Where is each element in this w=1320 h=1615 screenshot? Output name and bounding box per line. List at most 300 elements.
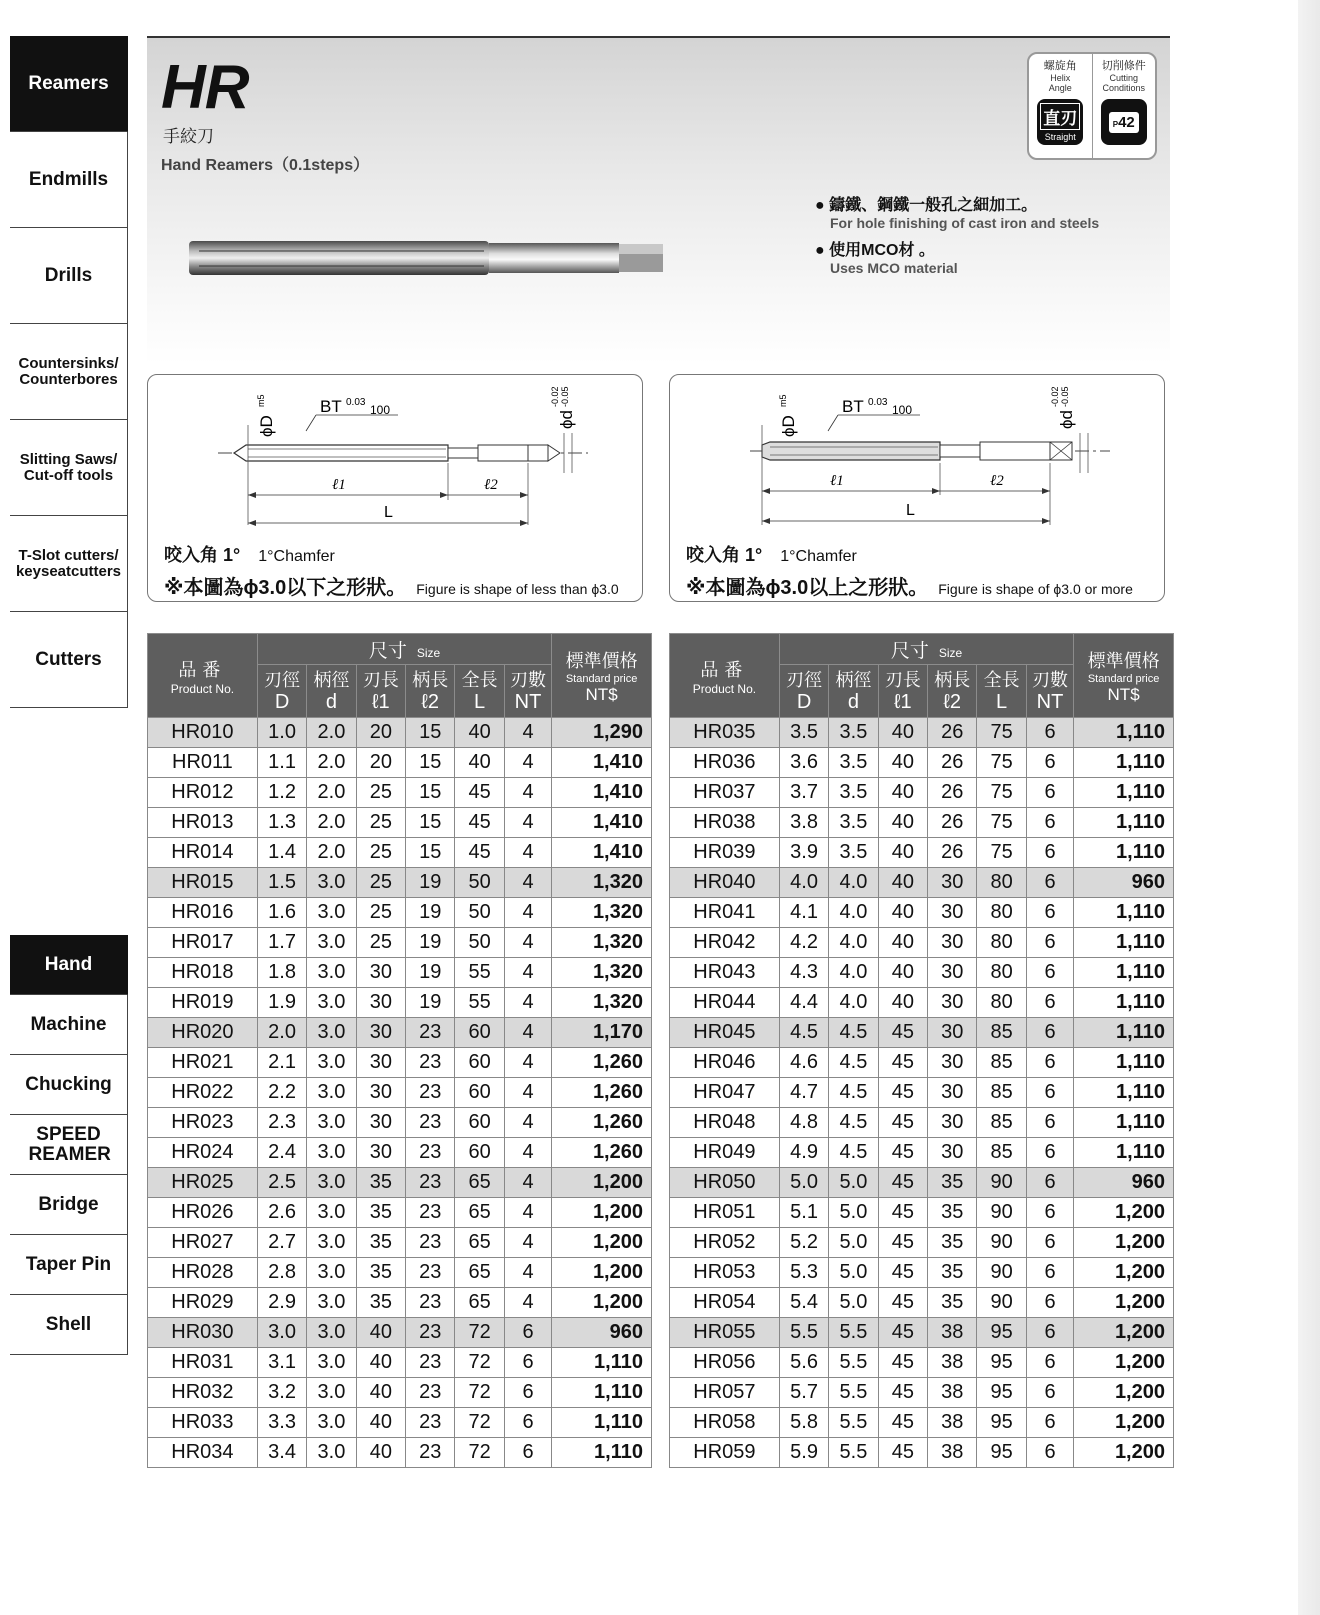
table-row xyxy=(670,1018,1174,1048)
sidebar-label: Countersinks/ Counterbores xyxy=(18,354,119,388)
table-cell: 3.0 xyxy=(307,1228,356,1258)
table-cell: 5.7 xyxy=(779,1378,828,1408)
table-cell: HR051 xyxy=(670,1198,780,1228)
table-cell: 5.6 xyxy=(779,1348,828,1378)
table-cell: 90 xyxy=(977,1228,1026,1258)
table-cell: 40 xyxy=(878,718,927,748)
table-cell: 23 xyxy=(406,1198,455,1228)
table-cell: 4.5 xyxy=(829,1078,878,1108)
table-cell: HR059 xyxy=(670,1438,780,1468)
table-cell: 1,110 xyxy=(1074,928,1174,958)
header-text: 品番 xyxy=(700,659,749,680)
table-cell: 2.1 xyxy=(257,1048,306,1078)
table-cell: HR050 xyxy=(670,1168,780,1198)
table-cell: HR043 xyxy=(670,958,780,988)
dimension-figure-large xyxy=(669,374,1165,602)
header-text: D xyxy=(796,691,812,713)
table-cell: 30 xyxy=(928,1108,977,1138)
bt-denominator: 100 xyxy=(370,403,391,417)
diameter-D-tolerance: m5 xyxy=(778,394,788,407)
table-cell: 1,110 xyxy=(1074,838,1174,868)
table-cell: 4.5 xyxy=(829,1138,878,1168)
table-cell: 30 xyxy=(928,868,977,898)
table-row xyxy=(148,1048,652,1078)
table-cell: 25 xyxy=(356,808,405,838)
table-cell: 23 xyxy=(406,1078,455,1108)
table-cell: 72 xyxy=(455,1378,504,1408)
table-cell: 3.0 xyxy=(307,1108,356,1138)
table-cell: 3.1 xyxy=(257,1348,306,1378)
header-price xyxy=(1074,634,1174,718)
table-cell: 3.6 xyxy=(779,748,828,778)
table-cell: 45 xyxy=(455,808,504,838)
table-cell: 19 xyxy=(406,958,455,988)
header-text: Size xyxy=(938,645,963,660)
table-row xyxy=(670,1228,1174,1258)
table-cell: 30 xyxy=(928,1048,977,1078)
table-cell: 72 xyxy=(455,1438,504,1468)
table-row xyxy=(670,1318,1174,1348)
table-cell: 1,110 xyxy=(1074,1048,1174,1078)
table-cell: 6 xyxy=(1026,1108,1073,1138)
table-cell: 6 xyxy=(1026,748,1073,778)
table-cell: 1,110 xyxy=(1074,1078,1174,1108)
header-text: 刃長 xyxy=(362,670,399,690)
helix-angle-badge xyxy=(1029,54,1092,158)
table-cell: 1,320 xyxy=(552,928,652,958)
table-cell: HR017 xyxy=(148,928,258,958)
table-cell: 40 xyxy=(356,1348,405,1378)
table-cell: 4.5 xyxy=(829,1108,878,1138)
table-cell: 1,110 xyxy=(1074,808,1174,838)
table-cell: 3.0 xyxy=(307,928,356,958)
table-row xyxy=(148,1018,652,1048)
table-cell: HR048 xyxy=(670,1108,780,1138)
sidebar-label: Cutters xyxy=(35,648,102,670)
spec-table-right xyxy=(669,633,1174,1468)
table-cell: 4 xyxy=(504,1288,551,1318)
table-cell: 40 xyxy=(455,748,504,778)
header-text: NT$ xyxy=(585,684,618,704)
header-text: Standard price xyxy=(565,672,638,685)
table-cell: HR028 xyxy=(148,1258,258,1288)
table-row xyxy=(148,988,652,1018)
table-cell: 4 xyxy=(504,1138,551,1168)
table-cell: 4.0 xyxy=(829,928,878,958)
table-cell: 3.2 xyxy=(257,1378,306,1408)
table-row xyxy=(670,838,1174,868)
table-cell: HR044 xyxy=(670,988,780,1018)
table-cell: 2.0 xyxy=(307,778,356,808)
header-col xyxy=(829,665,878,718)
header-text: 標準價格 xyxy=(565,650,638,671)
l1-label: ℓ1 xyxy=(830,473,844,489)
table-cell: 3.0 xyxy=(257,1318,306,1348)
table-cell: 4.6 xyxy=(779,1048,828,1078)
table-row xyxy=(148,778,652,808)
table-cell: 6 xyxy=(504,1438,551,1468)
table-cell: 6 xyxy=(1026,1048,1073,1078)
header-text: NT$ xyxy=(1107,684,1140,704)
table-cell: 2.0 xyxy=(307,808,356,838)
table-cell: 5.5 xyxy=(829,1318,878,1348)
table-cell: 26 xyxy=(928,838,977,868)
header-text: d xyxy=(847,691,859,713)
header-text: L xyxy=(474,691,486,713)
table-cell: 30 xyxy=(356,1018,405,1048)
sidebar-item-taper-pin[interactable] xyxy=(10,1235,128,1295)
header-text: ℓ2 xyxy=(421,691,440,713)
header-col xyxy=(406,665,455,718)
table-cell: 960 xyxy=(1074,1168,1174,1198)
table-cell: 4.5 xyxy=(779,1018,828,1048)
sidebar-item-drills[interactable] xyxy=(10,228,128,324)
table-cell: 95 xyxy=(977,1348,1026,1378)
table-cell: 15 xyxy=(406,718,455,748)
feature-text-cn: 使用MCO材 。 xyxy=(829,242,935,259)
table-cell: 6 xyxy=(504,1408,551,1438)
table-cell: 95 xyxy=(977,1318,1026,1348)
table-cell: 75 xyxy=(977,808,1026,838)
sidebar-item-hand[interactable] xyxy=(10,935,128,995)
table-cell: 23 xyxy=(406,1258,455,1288)
table-cell: 1,410 xyxy=(552,838,652,868)
table-row xyxy=(670,898,1174,928)
header-text: 尺寸 xyxy=(368,640,407,662)
bt-tolerance: 0.03 xyxy=(868,397,888,408)
table-cell: 30 xyxy=(928,898,977,928)
table-cell: 5.0 xyxy=(829,1288,878,1318)
table-cell: 80 xyxy=(977,868,1026,898)
table-cell: 38 xyxy=(928,1348,977,1378)
table-cell: HR023 xyxy=(148,1108,258,1138)
table-cell: 3.0 xyxy=(307,1198,356,1228)
table-cell: 38 xyxy=(928,1318,977,1348)
table-cell: 6 xyxy=(1026,928,1073,958)
table-cell: 25 xyxy=(356,838,405,868)
table-cell: 3.5 xyxy=(829,748,878,778)
header-text: L xyxy=(996,691,1008,713)
spec-badge xyxy=(1027,52,1157,160)
page-reference-icon[interactable] xyxy=(1101,99,1147,145)
table-cell: 1,110 xyxy=(552,1438,652,1468)
table-cell: 19 xyxy=(406,928,455,958)
table-cell: HR053 xyxy=(670,1258,780,1288)
table-cell: HR035 xyxy=(670,718,780,748)
table-cell: 75 xyxy=(977,748,1026,778)
table-cell: 3.0 xyxy=(307,1348,356,1378)
sidebar-item-t-slot-cutters[interactable] xyxy=(10,516,128,612)
table-cell: HR052 xyxy=(670,1228,780,1258)
sidebar-item-reamers[interactable] xyxy=(10,36,128,132)
header-col xyxy=(257,665,306,718)
table-cell: 6 xyxy=(1026,1318,1073,1348)
reamer-dimension-drawing xyxy=(670,375,1164,540)
table-cell: 50 xyxy=(455,898,504,928)
table-cell: 23 xyxy=(406,1318,455,1348)
table-cell: 5.5 xyxy=(829,1378,878,1408)
table-cell: 6 xyxy=(1026,1198,1073,1228)
table-cell: 45 xyxy=(878,1108,927,1138)
table-cell: 2.7 xyxy=(257,1228,306,1258)
table-cell: 80 xyxy=(977,928,1026,958)
badge-label: 螺旋角 xyxy=(1043,60,1077,72)
table-cell: 40 xyxy=(878,838,927,868)
table-cell: 80 xyxy=(977,958,1026,988)
table-cell: HR018 xyxy=(148,958,258,988)
product-title: HR xyxy=(161,53,249,122)
table-cell: 6 xyxy=(1026,1138,1073,1168)
table-row xyxy=(670,718,1174,748)
table-cell: 3.5 xyxy=(829,838,878,868)
table-cell: 60 xyxy=(455,1078,504,1108)
table-cell: 3.0 xyxy=(307,868,356,898)
header-text: NT xyxy=(514,691,542,713)
bt-label: BT xyxy=(320,397,342,416)
header-text: 刃長 xyxy=(884,670,921,690)
header-col xyxy=(356,665,405,718)
shape-en: Figure is shape of ϕ3.0 or more xyxy=(938,581,1133,597)
page-number: 42 xyxy=(1118,113,1135,131)
table-cell: 5.3 xyxy=(779,1258,828,1288)
table-cell: 55 xyxy=(455,958,504,988)
table-row xyxy=(148,1288,652,1318)
table-cell: 3.0 xyxy=(307,1318,356,1348)
table-cell: 2.0 xyxy=(307,718,356,748)
header-text: 刃數 xyxy=(510,670,546,690)
table-cell: 1,410 xyxy=(552,808,652,838)
table-row xyxy=(148,1318,652,1348)
table-cell: 1,110 xyxy=(1074,718,1174,748)
table-cell: 90 xyxy=(977,1198,1026,1228)
table-cell: 1.7 xyxy=(257,928,306,958)
table-cell: 4.0 xyxy=(829,868,878,898)
table-cell: 35 xyxy=(928,1168,977,1198)
table-cell: 85 xyxy=(977,1018,1026,1048)
table-cell: 3.5 xyxy=(779,718,828,748)
sidebar-item-speed-reamer[interactable] xyxy=(10,1115,128,1175)
table-cell: 5.5 xyxy=(829,1438,878,1468)
sidebar-item-endmills[interactable] xyxy=(10,132,128,228)
table-cell: 3.8 xyxy=(779,808,828,838)
table-cell: HR038 xyxy=(670,808,780,838)
table-row xyxy=(148,958,652,988)
table-cell: 6 xyxy=(1026,718,1073,748)
table-cell: 2.8 xyxy=(257,1258,306,1288)
table-cell: 45 xyxy=(878,1408,927,1438)
L-label: L xyxy=(906,502,915,519)
table-cell: 1.0 xyxy=(257,718,306,748)
table-cell: 45 xyxy=(878,1078,927,1108)
sidebar-item-cutters[interactable] xyxy=(10,612,128,708)
header-col xyxy=(307,665,356,718)
table-cell: 5.4 xyxy=(779,1288,828,1318)
table-cell: 5.0 xyxy=(829,1258,878,1288)
header-size xyxy=(779,634,1073,665)
diameter-d-label: ϕd xyxy=(1057,410,1076,429)
sidebar-label: Slitting Saws/ Cut-off tools xyxy=(19,450,118,484)
table-cell: 1,110 xyxy=(552,1408,652,1438)
table-cell: 1,110 xyxy=(1074,1018,1174,1048)
header-text: 標準價格 xyxy=(1087,650,1160,671)
table-cell: 5.9 xyxy=(779,1438,828,1468)
table-cell: 30 xyxy=(928,1138,977,1168)
table-cell: HR047 xyxy=(670,1078,780,1108)
reamer-dimension-drawing xyxy=(148,375,642,540)
bt-label: BT xyxy=(842,397,864,416)
page-edge xyxy=(1298,0,1320,1615)
table-cell: HR020 xyxy=(148,1018,258,1048)
table-row xyxy=(670,1108,1174,1138)
table-row xyxy=(148,1198,652,1228)
table-cell: 40 xyxy=(878,808,927,838)
table-cell: 15 xyxy=(406,808,455,838)
badge-label: 切削條件 xyxy=(1101,60,1146,72)
table-cell: 1,200 xyxy=(552,1288,652,1318)
bt-tolerance: 0.03 xyxy=(346,397,366,408)
table-cell: 1,200 xyxy=(1074,1288,1174,1318)
table-cell: 65 xyxy=(455,1258,504,1288)
table-cell: 25 xyxy=(356,928,405,958)
table-cell: 26 xyxy=(928,718,977,748)
sidebar-item-shell[interactable] xyxy=(10,1295,128,1355)
subcategory-sidebar xyxy=(10,935,128,1355)
sidebar-label: SPEED REAMER xyxy=(28,1123,111,1165)
sidebar-item-bridge[interactable] xyxy=(10,1175,128,1235)
header-text: 柄徑 xyxy=(835,670,872,690)
table-cell: 6 xyxy=(1026,988,1073,1018)
header-text: ℓ1 xyxy=(372,691,390,713)
table-cell: 1.4 xyxy=(257,838,306,868)
table-cell: 90 xyxy=(977,1258,1026,1288)
table-cell: 65 xyxy=(455,1228,504,1258)
table-cell: 23 xyxy=(406,1138,455,1168)
table-cell: 45 xyxy=(878,1168,927,1198)
table-cell: 2.3 xyxy=(257,1108,306,1138)
table-cell: HR012 xyxy=(148,778,258,808)
table-row xyxy=(670,748,1174,778)
table-cell: 1.8 xyxy=(257,958,306,988)
table-cell: 30 xyxy=(356,958,405,988)
straight-flute-icon xyxy=(1037,99,1083,145)
sidebar-label: Hand xyxy=(44,953,93,975)
table-row xyxy=(148,718,652,748)
table-cell: 5.0 xyxy=(779,1168,828,1198)
table-cell: 23 xyxy=(406,1378,455,1408)
table-cell: 23 xyxy=(406,1168,455,1198)
header-col xyxy=(928,665,977,718)
table-cell: 6 xyxy=(1026,1408,1073,1438)
table-cell: 4 xyxy=(504,1048,551,1078)
table-row xyxy=(670,1348,1174,1378)
table-cell: 1,200 xyxy=(552,1198,652,1228)
table-cell: 45 xyxy=(878,1318,927,1348)
table-cell: 4.7 xyxy=(779,1078,828,1108)
dimension-figure-small xyxy=(147,374,643,602)
table-cell: 3.0 xyxy=(307,1018,356,1048)
table-cell: 4.0 xyxy=(829,898,878,928)
table-cell: 4 xyxy=(504,868,551,898)
table-cell: 6 xyxy=(1026,958,1073,988)
table-cell: 1,200 xyxy=(552,1168,652,1198)
table-row xyxy=(148,1138,652,1168)
table-cell: HR045 xyxy=(670,1018,780,1048)
table-cell: 95 xyxy=(977,1408,1026,1438)
table-cell: 26 xyxy=(928,778,977,808)
table-cell: 1,410 xyxy=(552,778,652,808)
sidebar-label: T-Slot cutters/ keyseatcutters xyxy=(15,546,122,580)
diameter-D-label: ϕD xyxy=(779,415,798,437)
sidebar-item-machine[interactable] xyxy=(10,995,128,1055)
table-cell: 72 xyxy=(455,1408,504,1438)
table-cell: 1,110 xyxy=(1074,748,1174,778)
table-row xyxy=(148,1168,652,1198)
header-col xyxy=(1026,665,1073,718)
sidebar-label: Shell xyxy=(45,1313,92,1335)
table-cell: 60 xyxy=(455,1138,504,1168)
spec-table-left xyxy=(147,633,652,1468)
table-cell: 30 xyxy=(356,1078,405,1108)
product-header xyxy=(147,36,1170,364)
sidebar-item-countersinks[interactable] xyxy=(10,324,128,420)
table-cell: 3.3 xyxy=(257,1408,306,1438)
feature-text-en: For hole finishing of cast iron and steels xyxy=(830,215,1100,231)
table-cell: 1,320 xyxy=(552,868,652,898)
category-sidebar xyxy=(10,36,128,708)
table-row xyxy=(148,1108,652,1138)
table-cell: 85 xyxy=(977,1108,1026,1138)
table-cell: 1,260 xyxy=(552,1108,652,1138)
diameter-D-label: ϕD xyxy=(257,415,276,437)
table-cell: HR026 xyxy=(148,1198,258,1228)
table-cell: 1,170 xyxy=(552,1018,652,1048)
sidebar-item-chucking[interactable] xyxy=(10,1055,128,1115)
table-row xyxy=(670,958,1174,988)
table-row xyxy=(148,868,652,898)
table-row xyxy=(670,1138,1174,1168)
table-cell: 35 xyxy=(928,1198,977,1228)
table-cell: 40 xyxy=(878,928,927,958)
chamfer-note xyxy=(164,541,335,567)
table-cell: 6 xyxy=(1026,898,1073,928)
table-cell: 2.4 xyxy=(257,1138,306,1168)
l2-label: ℓ2 xyxy=(990,473,1004,489)
table-cell: 45 xyxy=(455,778,504,808)
table-cell: 4 xyxy=(504,1198,551,1228)
table-cell: 1,200 xyxy=(552,1228,652,1258)
table-cell: 35 xyxy=(928,1288,977,1318)
chamfer-en: 1°Chamfer xyxy=(258,548,335,565)
cutting-conditions-badge[interactable] xyxy=(1092,54,1156,158)
table-cell: 45 xyxy=(878,1438,927,1468)
table-cell: 5.1 xyxy=(779,1198,828,1228)
table-cell: 30 xyxy=(356,988,405,1018)
table-cell: 35 xyxy=(356,1228,405,1258)
table-cell: 3.5 xyxy=(829,808,878,838)
chamfer-cn: 咬入角 1° xyxy=(686,545,763,565)
table-cell: 4 xyxy=(504,778,551,808)
header-text: Product No. xyxy=(170,681,235,696)
sidebar-item-slitting-saws[interactable] xyxy=(10,420,128,516)
product-subtitle-en: Hand Reamers（0.1steps） xyxy=(161,157,370,174)
table-row xyxy=(148,808,652,838)
table-row xyxy=(670,1168,1174,1198)
table-cell: 4 xyxy=(504,988,551,1018)
table-cell: 23 xyxy=(406,1228,455,1258)
table-cell: 30 xyxy=(928,1078,977,1108)
table-cell: 45 xyxy=(878,1048,927,1078)
table-cell: 1,200 xyxy=(1074,1228,1174,1258)
